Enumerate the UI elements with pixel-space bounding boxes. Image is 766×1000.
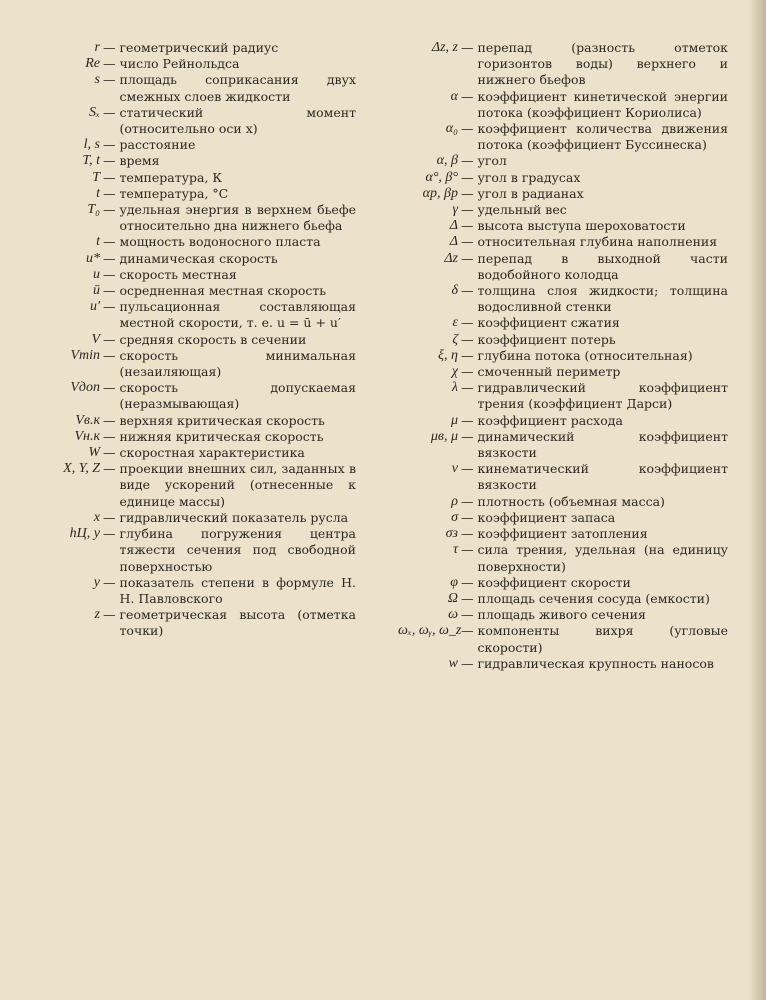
symbol: δ [451,283,458,299]
dash-separator: — [461,574,474,590]
dash-separator: — [461,590,474,606]
symbol: μв, μ [430,428,458,444]
dash-separator: — [103,283,116,299]
symbol: ωₓ, ωᵧ, ω_z [398,623,462,639]
symbol-entry [398,364,728,380]
right-symbol-column [398,40,728,672]
symbol: Vmin [70,347,100,363]
dash-separator: — [461,655,474,671]
symbol-entry [398,510,728,526]
symbol: ν [451,461,458,477]
symbol: ξ, η [438,347,458,363]
symbol-description: коэффициент кинетической энергии потока (коэффициент Кориолиса) [477,88,728,120]
symbol-entry [398,170,728,186]
symbol: s [94,72,100,88]
symbol: Ω [447,590,458,606]
symbol: Vдоп [70,380,100,396]
symbol-entry [4,72,356,104]
symbol-entry [398,413,728,429]
symbol-entry [398,623,728,655]
symbol-description: относительная глубина наполнения [477,234,718,250]
dash-separator: — [461,202,474,218]
symbol-description: геометрическая высота (отметка точки) [119,607,356,639]
symbol-description: коэффициент потерь [477,331,616,347]
dash-separator: — [461,331,474,347]
symbol-entry [4,40,356,56]
symbol-entry [398,186,728,202]
symbol-description: температура, К [119,169,223,185]
dash-separator: — [461,347,474,363]
dash-separator: — [461,40,474,55]
symbol-entry [398,234,728,250]
symbol-entry [4,137,356,153]
symbol: T, t [82,153,100,169]
symbol-description: проекции внешних сил, заданных в виде ускорений (отнесенные к единице массы) [119,461,356,509]
symbol: w [448,655,458,671]
symbol-description: высота выступа шероховатости [477,218,686,234]
dash-separator: — [103,347,116,363]
dash-separator: — [461,428,474,444]
dash-separator: — [103,56,116,72]
symbol: l, s [83,137,100,153]
symbol: Δ [449,218,458,234]
dash-separator: — [103,234,116,250]
symbol-description: перепад в выходной части водобойного колодца [477,250,728,282]
symbol: φ [450,574,458,590]
symbol: u′ [89,299,100,315]
symbol: μ [450,412,458,428]
symbol: σ [451,509,458,525]
symbol-entry [398,461,728,493]
dash-separator: — [103,185,116,201]
dash-separator: — [103,574,116,590]
symbol: x [93,509,100,525]
symbol-entry [398,218,728,234]
symbol-description: число Рейнольдса [119,56,240,72]
symbol-description: коэффициент расхода [477,412,623,428]
dash-separator: — [103,412,116,428]
symbol: ū [93,283,100,299]
dash-separator: — [103,137,116,153]
symbol: αр, βр [422,185,458,201]
dash-separator: — [461,250,474,266]
symbol-description: скорость местная [119,266,237,282]
symbol-description: угол в радианах [477,185,584,201]
symbol-description: угол в градусах [477,169,581,185]
symbol: X, Y, Z [63,461,100,477]
symbol-description: статический момент (относительно оси x) [119,104,356,137]
dash-separator: — [103,72,116,88]
symbol: u* [86,250,100,266]
dash-separator: — [103,250,116,266]
symbol-entry [4,526,356,575]
dash-separator: — [461,234,474,250]
symbol-entry [4,283,356,299]
dash-separator: — [461,315,474,331]
symbol-entry [398,607,728,623]
symbol: V [91,331,100,347]
symbol-description: толщина слоя жидкости; толщина водосливной стенки [477,283,728,315]
symbol-description: температура, °С [119,185,229,201]
symbol: ρ [451,493,458,509]
symbol-description: осредненная местная скорость [119,283,327,299]
symbol: γ [452,202,458,218]
symbol-description: скорость минимальная (незаиляющая) [119,347,356,380]
symbol: α [450,88,458,104]
symbol-entry [398,89,728,121]
dash-separator: — [103,380,116,396]
symbol: t [96,234,100,250]
symbol-description: показатель степени в формуле Н. Н. Павловского [119,574,356,606]
symbol: y [93,574,100,590]
symbol-description: сила трения, удельная (на единицу поверхности) [477,542,728,574]
symbol-description: глубина погружения центра тяжести сечения под свободной поверхностью [119,526,356,574]
symbol-entry [4,332,356,348]
symbol-description: компоненты вихря (угловые скорости) [477,623,728,655]
dash-separator: — [461,509,474,525]
dash-separator: — [103,299,116,315]
symbol-entry [4,510,356,526]
symbol-entry [4,380,356,412]
dash-separator: — [103,331,116,347]
symbol: hЦ, y [69,526,100,542]
symbol-description: удельный вес [477,202,567,218]
dash-separator: — [103,607,116,623]
symbol-entry [4,186,356,202]
symbol-description: площадь живого сечения [477,607,646,623]
dash-separator: — [103,445,116,461]
symbol-description: расстояние [119,137,196,153]
dash-separator: — [461,542,474,558]
symbol-entry [398,348,728,364]
symbol-description: глубина потока (относительная) [477,347,693,363]
symbol-entry [398,121,728,153]
dash-separator: — [461,607,474,623]
symbol: W [88,445,100,461]
symbol-entry [4,607,356,639]
symbol-entry [4,267,356,283]
symbol-entry [4,234,356,250]
symbol: Δz, z [431,40,458,55]
symbol: t [96,185,100,201]
symbol-description: кинематический коэффициент вязкости [477,461,728,493]
symbol-entry [398,40,728,89]
dash-separator: — [103,428,116,444]
symbol-description: гидравлический показатель русла [119,509,349,525]
symbol-description: динамическая скорость [119,250,278,266]
symbol-entry [4,56,356,72]
dash-separator: — [461,623,474,639]
left-symbol-column [4,40,356,640]
symbol-entry [4,445,356,461]
symbol-description: коэффициент количества движения потока (коэффициент Буссинеска) [477,121,728,153]
symbol-description: мощность водоносного пласта [119,234,321,250]
symbol: Vв.к [75,412,100,428]
symbol: α₀ [445,121,458,137]
symbol: ε [452,315,458,331]
symbol-description: скоростная характеристика [119,445,305,461]
symbol-description: гидравлический коэффициент трения (коэффициент Дарси) [477,380,728,412]
symbol-description: площадь сечения сосуда (емкости) [477,590,710,606]
symbol: τ [452,542,458,558]
dash-separator: — [103,40,116,55]
symbol-description: коэффициент затопления [477,526,648,542]
page-edge-shadow [748,0,766,1000]
symbol: Δz [444,250,458,266]
symbol-description: гидравлическая крупность наносов [477,655,714,671]
symbol-description: время [119,153,160,169]
symbol: ω [448,607,458,623]
symbol-entry [398,153,728,169]
dash-separator: — [461,461,474,477]
symbol: χ [451,364,458,380]
dash-separator: — [103,104,116,120]
symbol: α°, β° [425,169,458,185]
symbol: T₀ [87,202,100,218]
symbol-entry [4,429,356,445]
symbol: r [94,40,100,55]
symbol-description: коэффициент запаса [477,509,616,525]
dash-separator: — [103,509,116,525]
symbol-entry [398,575,728,591]
symbol-entry [4,299,356,331]
symbol-entry [4,202,356,234]
symbol-description: площадь соприкасания двух смежных слоев жидкости [119,72,356,104]
symbol-entry [398,251,728,283]
symbol-entry [4,153,356,169]
symbol-entry [398,283,728,315]
symbol-description: скорость допускаемая (неразмывающая) [119,380,356,412]
symbol-entry [4,105,356,137]
symbol-entry [398,542,728,574]
symbol-description: плотность (объемная масса) [477,493,665,509]
dash-separator: — [461,412,474,428]
symbol: σз [445,526,458,542]
symbol-entry [398,526,728,542]
symbol-entry [4,251,356,267]
symbol-description: верхняя критическая скорость [119,412,325,428]
symbol: ζ [452,331,458,347]
symbol-description: динамический коэффициент вязкости [477,428,728,461]
symbol: u [93,266,100,282]
symbol-description: геометрический радиус [119,40,279,55]
dash-separator: — [461,88,474,104]
dash-separator: — [461,153,474,169]
symbol: λ [451,380,458,396]
dash-separator: — [461,364,474,380]
dash-separator: — [103,153,116,169]
symbol-entry [4,413,356,429]
symbol-description: коэффициент скорости [477,574,631,590]
symbol-entry [398,332,728,348]
symbol-entry [398,380,728,412]
dash-separator: — [461,121,474,137]
symbol-entry [4,575,356,607]
symbol-entry [398,202,728,218]
dash-separator: — [461,218,474,234]
symbol-entry [398,429,728,461]
symbol: T [92,169,100,185]
symbol-description: коэффициент сжатия [477,315,620,331]
dash-separator: — [461,185,474,201]
dash-separator: — [103,461,116,477]
dash-separator: — [461,526,474,542]
symbol: Re [85,56,100,72]
dash-separator: — [461,169,474,185]
symbol-description: средняя скорость в сечении [119,331,307,347]
symbol-description: удельная энергия в верхнем бьефе относительно дна нижнего бьефа [119,202,356,234]
symbol-description: угол [477,153,507,169]
symbol-entry [4,461,356,510]
dash-separator: — [103,202,116,218]
symbol-entry [4,170,356,186]
symbol-entry [4,348,356,380]
dash-separator: — [461,283,474,299]
symbol-entry [398,315,728,331]
dash-separator: — [103,266,116,282]
symbol: Sₓ [89,104,100,120]
symbol-description: смоченный периметр [477,364,621,380]
symbol-description: перепад (разность отметок горизонтов воды) верхнего и нижнего бьефов [477,40,728,88]
dash-separator: — [103,526,116,542]
symbol: Δ [449,234,458,250]
symbol-description: пульсационная составляющая местной скорости, т. е. u = ū + u′ [119,299,356,331]
dash-separator: — [461,493,474,509]
dash-separator: — [103,169,116,185]
symbol-entry [398,591,728,607]
symbol-entry [398,494,728,510]
symbol: z [94,607,100,623]
symbol: α, β [436,153,458,169]
symbol-entry [398,656,728,672]
symbol-description: нижняя критическая скорость [119,428,324,444]
symbol: Vн.к [74,428,100,444]
dash-separator: — [461,380,474,396]
